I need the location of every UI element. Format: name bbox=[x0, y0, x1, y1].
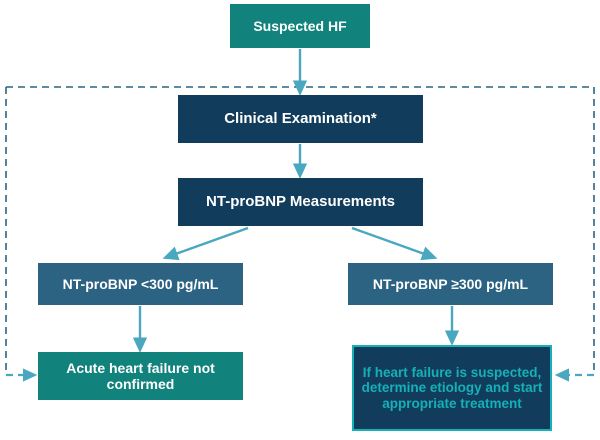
node-not-confirmed[interactable] bbox=[38, 352, 243, 400]
node-ntprobnp-low-label: NT-proBNP <300 pg/mL bbox=[62, 275, 219, 292]
node-clinical-examination[interactable] bbox=[178, 95, 423, 143]
node-suspected-hf-label: Suspected HF bbox=[253, 17, 347, 34]
node-ntprobnp-measurements-label: NT-proBNP Measurements bbox=[206, 193, 395, 211]
node-ntprobnp-low[interactable] bbox=[38, 263, 243, 305]
node-not-confirmed-label: Acute heart failure not confirmed bbox=[66, 359, 215, 392]
node-clinical-examination-label: Clinical Examination* bbox=[224, 110, 377, 128]
node-determine-etiology-label: If heart failure is suspected, determine etiology and start appropriate treatment bbox=[361, 364, 543, 411]
node-ntprobnp-measurements[interactable] bbox=[178, 178, 423, 226]
node-ntprobnp-high[interactable] bbox=[348, 263, 553, 305]
node-suspected-hf[interactable] bbox=[230, 4, 370, 48]
node-determine-etiology[interactable] bbox=[352, 345, 552, 431]
node-ntprobnp-high-label: NT-proBNP ≥300 pg/mL bbox=[372, 275, 529, 292]
